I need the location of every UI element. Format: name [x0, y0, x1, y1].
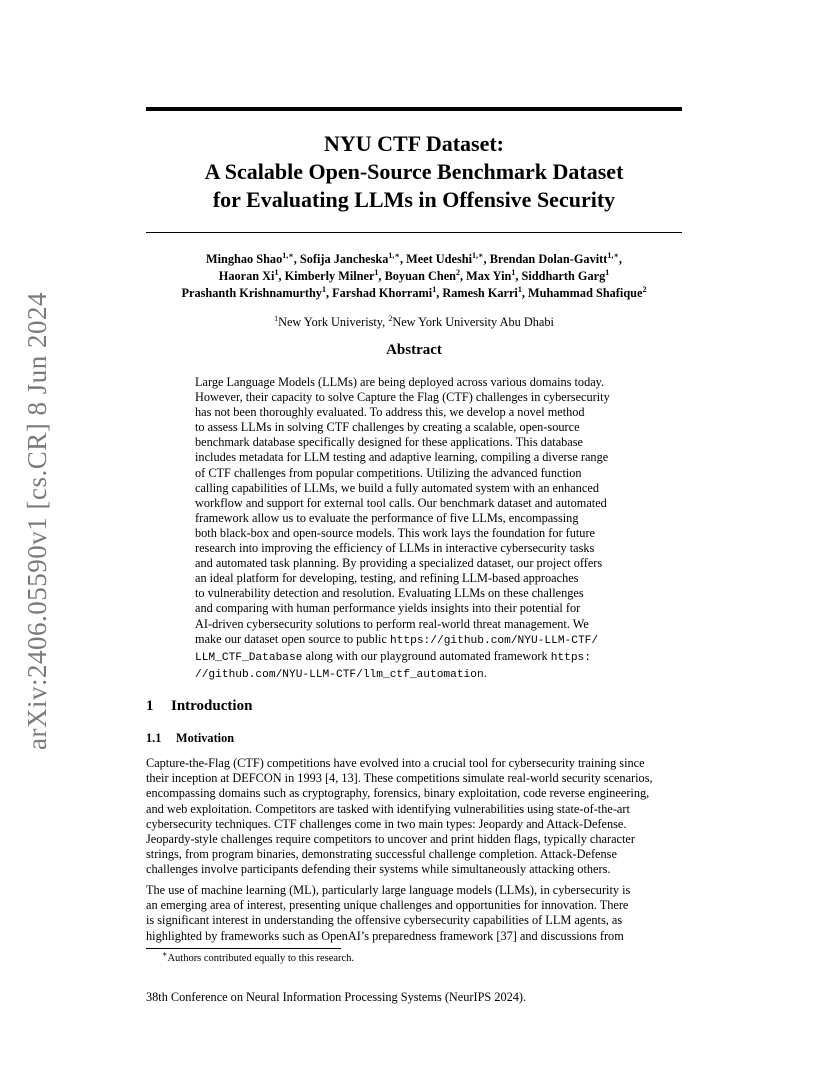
- author-affil-mark: 1,∗: [282, 250, 294, 260]
- author-affil-mark: 1: [432, 284, 437, 294]
- abstract-line: framework allow us to evaluate the performance of five LLMs, encompassing: [195, 510, 579, 525]
- footnote-mark: ∗: [162, 949, 168, 959]
- author-name: Max Yin: [466, 269, 512, 283]
- author-name: Kimberly Milner: [284, 269, 375, 283]
- author-name: Meet Udeshi: [406, 252, 473, 266]
- author-list: [146, 251, 682, 302]
- paragraph-line: strings, from program binaries, demonstrating successful challenge completion. Attack-Defense: [146, 847, 617, 862]
- abstract-line: [195, 666, 635, 683]
- affil-name: New York University Abu Dhabi: [392, 315, 554, 329]
- abstract-body: [195, 375, 635, 683]
- title-bottom-rule: [146, 232, 682, 233]
- author-name: Brendan Dolan-Gavitt: [489, 252, 608, 266]
- author-line: Prashanth Krishnamurthy$^1$, Farshad Khorrami$^1$, Ramesh Karri$^1$, Muhammad Shafique$^2$: [181, 284, 647, 300]
- abstract-line: benchmark database specifically designed for these applications. This database: [195, 435, 584, 450]
- paper-title: [146, 130, 682, 214]
- affiliations: $^1$New York Univeristy, $^2$New York University Abu Dhabi: [274, 313, 554, 329]
- footnote: [162, 949, 355, 965]
- author-name: Muhammad Shafique: [528, 286, 643, 300]
- author-affil-mark: 1: [274, 267, 279, 277]
- abstract-line: workflow and support for external tool calls. Our benchmark dataset and automated: [195, 495, 607, 510]
- framework-link[interactable]: //github.com/NYU-LLM-CTF/llm_ctf_automation: [195, 668, 484, 681]
- author-name: Farshad Khorrami: [332, 286, 433, 300]
- framework-link[interactable]: https:: [550, 651, 591, 664]
- paragraph-line: cybersecurity techniques. CTF challenges come in two main types: Jeopardy and Attack-Defense.: [146, 816, 627, 831]
- section-number: 1: [146, 698, 154, 714]
- author-name: Sofija Jancheska: [299, 252, 389, 266]
- conference-footer: 38th Conference on Neural Information Processing Systems (NeurIPS 2024).: [146, 990, 527, 1004]
- paragraph-line: challenges involve participants defending their systems while simultaneously attacking others.: [146, 862, 611, 877]
- arxiv-identifier: arXiv:2406.05590v1 [cs.CR] 8 Jun 2024: [22, 292, 52, 750]
- paragraph-line: The use of machine learning (ML), particularly large language models (LLMs), in cybersecurity is: [146, 883, 631, 897]
- title-top-rule: [146, 107, 682, 111]
- title-line: for Evaluating LLMs in Offensive Security: [212, 187, 616, 212]
- abstract-text: make our dataset open source to public: [195, 631, 390, 646]
- dataset-link[interactable]: LLM_CTF_Database: [195, 651, 303, 664]
- section-title: Introduction: [171, 698, 253, 714]
- author-affil-mark: 2: [642, 284, 647, 294]
- paragraph-line: Jeopardy-style challenges require competitors to uncover and print hidden flags, typically character: [146, 832, 635, 847]
- abstract-line: [195, 649, 635, 666]
- abstract-line: However, their capacity to solve Capture the Flag (CTF) challenges in cybersecurity: [195, 390, 610, 405]
- dataset-link[interactable]: https://github.com/NYU-LLM-CTF/: [389, 634, 599, 647]
- paragraph: [146, 883, 686, 944]
- author-name: Haoran Xi: [218, 269, 275, 283]
- abstract-line: AI-driven cybersecurity solutions to perform real-world threat management. We: [195, 616, 589, 631]
- author-affil-mark: 1: [321, 284, 326, 294]
- subsection-heading: [146, 730, 234, 746]
- author-affil-mark: 1: [605, 267, 610, 277]
- author-affil-mark: 1,∗: [472, 250, 484, 260]
- affil-mark: 2: [388, 313, 393, 323]
- paragraph: [146, 756, 686, 878]
- abstract-line: and automated task planning. By providing a specialized dataset, our project offers: [195, 556, 603, 571]
- footnote-text: Authors contributed equally to this research.: [167, 953, 355, 964]
- author-affil-mark: 1: [517, 284, 522, 294]
- paragraph-line: is significant interest in understanding the offensive cybersecurity capabilities of LLM agents, as: [146, 913, 623, 928]
- section-heading: [146, 697, 252, 715]
- title-line: NYU CTF Dataset:: [323, 131, 505, 156]
- abstract-line: has not been thoroughly evaluated. To address this, we develop a novel method: [195, 405, 585, 420]
- abstract-line: includes metadata for LLM testing and adaptive learning, compiling a diverse range: [195, 450, 609, 465]
- paragraph-line: their inception at DEFCON in 1993 [4, 13]. These competitions simulate real-world security scenarios,: [146, 771, 653, 786]
- abstract-text: along with our playground automated framework: [302, 648, 551, 663]
- paragraph-line: an emerging area of interest, presenting unique challenges and opportunities for innovation. There: [146, 898, 629, 913]
- paragraph-line: and web exploitation. Competitors are tasked with identifying vulnerabilities using state-of-the-art: [146, 801, 630, 816]
- author-affil-mark: 1,∗: [607, 250, 619, 260]
- abstract-heading: Abstract: [386, 342, 442, 358]
- author-affil-mark: 1: [511, 267, 516, 277]
- abstract-line: Large Language Models (LLMs) are being deployed across various domains today.: [195, 375, 605, 389]
- abstract-text: .: [483, 665, 487, 680]
- abstract-line: to assess LLMs in solving CTF challenges by creating a scalable, open-source: [195, 420, 580, 435]
- subsection-number: 1.1: [146, 731, 162, 745]
- abstract-line: [195, 632, 635, 649]
- author-name: Prashanth Krishnamurthy: [181, 286, 322, 300]
- footnote-rule: [146, 948, 341, 949]
- author-line: Minghao Shao$^{1,∗}$, Sofija Jancheska$^{1,∗}$, Meet Udeshi$^{1,∗}$, Brendan Dolan-Gavitt$^{1,∗}$,: [206, 250, 622, 266]
- affil-name: New York Univeristy: [278, 315, 383, 329]
- author-affil-mark: 1: [374, 267, 379, 277]
- author-name: Minghao Shao: [206, 252, 283, 266]
- paragraph-line: encompassing domains such as cryptography, forensics, binary exploitation, code reverse engineering,: [146, 786, 650, 801]
- abstract-line: and comparing with human performance yields insights into their potential for: [195, 601, 581, 616]
- author-name: Ramesh Karri: [442, 286, 518, 300]
- abstract-line: an ideal platform for developing, testing, and refining LLM-based approaches: [195, 571, 579, 586]
- abstract-line: research into improving the efficiency of LLMs in interactive cybersecurity tasks: [195, 541, 595, 556]
- subsection-title: Motivation: [176, 731, 235, 745]
- paragraph-line: highlighted by frameworks such as OpenAI’s preparedness framework [37] and discussions from: [146, 928, 624, 943]
- author-affil-mark: 1,∗: [388, 250, 400, 260]
- author-name: Boyuan Chen: [384, 269, 456, 283]
- author-name: Siddharth Garg: [521, 269, 606, 283]
- title-line: A Scalable Open-Source Benchmark Dataset: [204, 159, 624, 184]
- paragraph-line: Capture-the-Flag (CTF) competitions have evolved into a crucial tool for cybersecurity training since: [146, 756, 645, 770]
- abstract-line: of CTF challenges from popular competitions. Utilizing the advanced function: [195, 465, 582, 480]
- abstract-line: both black-box and open-source models. This work lays the foundation for future: [195, 525, 596, 540]
- author-line: Haoran Xi$^1$, Kimberly Milner$^1$, Boyuan Chen$^2$, Max Yin$^1$, Siddharth Garg$^1$: [218, 267, 610, 283]
- affil-mark: 1: [274, 313, 279, 323]
- abstract-line: calling capabilities of LLMs, we build a fully automated system with an enhanced: [195, 480, 599, 495]
- author-affil-mark: 2: [456, 267, 460, 277]
- abstract-line: to vulnerability detection and resolution. Evaluating LLMs on these challenges: [195, 586, 584, 601]
